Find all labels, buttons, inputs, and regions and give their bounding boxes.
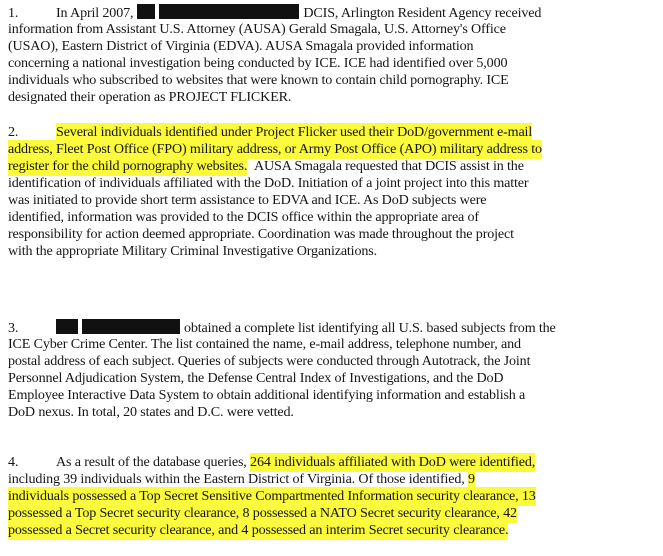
paragraph-2-line-8: with the appropriate Military Criminal Investigative Organizations. bbox=[8, 243, 377, 259]
paragraph-4-line-2-plain: including 39 individuals within the Eastern District of Virginia. Of those identified, bbox=[8, 471, 465, 487]
highlighted-text: Several individuals identified under Project Flicker used their DoD/government e-mail bbox=[56, 124, 533, 140]
paragraph-1-line-4: concerning a national investigation being conducted by ICE. ICE had identified over 5,000 bbox=[8, 55, 508, 71]
highlighted-text: address, Fleet Post Office (FPO) military address, or Army Post Office (APO) military address to bbox=[8, 141, 542, 157]
paragraph-3-line-5: Employee Interactive Data System to obtain additional identifying information and establish a bbox=[8, 387, 526, 403]
highlighted-text: 264 individuals affiliated with DoD were identified, bbox=[250, 454, 536, 470]
paragraph-4-line-5 bbox=[8, 522, 508, 539]
paragraph-2-number: 2. bbox=[8, 124, 19, 140]
paragraph-4-intro: As a result of the database queries, bbox=[56, 454, 247, 470]
highlighted-text: possessed a Secret security clearance, and 4 possessed an interim Secret security clearance. bbox=[8, 522, 509, 538]
paragraph-2-line-5: was initiated to provide short term assistance to EDVA and ICE. As DoD subjects were bbox=[8, 192, 487, 208]
paragraph-2-line-6: identified, information was provided to the DCIS office within the appropriate area of bbox=[8, 209, 479, 225]
paragraph-3-line-2: ICE Cyber Crime Center. The list contained the name, e-mail address, telephone number, and bbox=[8, 336, 521, 352]
paragraph-2-line-1 bbox=[8, 124, 532, 141]
paragraph-4-line-3 bbox=[8, 488, 536, 505]
paragraph-4-number: 4. bbox=[8, 454, 19, 470]
paragraph-1-number: 1. bbox=[8, 5, 19, 21]
redaction-block bbox=[159, 4, 299, 19]
paragraph-2-line-2 bbox=[8, 141, 542, 158]
paragraph-3-line-4: Personnel Adjudication System, the Defense Central Index of Investigations, and the DoD bbox=[8, 370, 504, 386]
highlighted-text: possessed a Top Secret security clearance, 8 possessed a NATO Secret security clearance, 42 bbox=[8, 505, 517, 521]
paragraph-2-line-3 bbox=[8, 158, 524, 175]
paragraph-2-line-7: responsibility for action deemed appropriate. Coordination was made throughout the project bbox=[8, 226, 514, 242]
paragraph-3-line-6: DoD nexus. In total, 20 states and D.C. were vetted. bbox=[8, 404, 294, 420]
paragraph-3-line-3: postal address of each subject. Queries of subjects were conducted through Autotrack, the Joint bbox=[8, 353, 531, 369]
paragraph-4-line-1 bbox=[8, 454, 535, 471]
redaction-block bbox=[82, 319, 180, 334]
redaction-block bbox=[137, 4, 155, 19]
paragraph-1-line-3: (USAO), Eastern District of Virginia (EDVA). AUSA Smagala provided information bbox=[8, 38, 474, 54]
paragraph-4-line-4 bbox=[8, 505, 517, 522]
paragraph-2-line-3-rest: AUSA Smagala requested that DCIS assist in the bbox=[253, 158, 524, 174]
paragraph-1-line-5: individuals who subscribed to websites that were known to contain child pornography. ICE bbox=[8, 72, 509, 88]
paragraph-1-line-1 bbox=[8, 4, 541, 22]
highlighted-text: individuals possessed a Top Secret Sensitive Compartmented Information security clearance, 13 bbox=[8, 488, 536, 504]
paragraph-1-line-6: designated their operation as PROJECT FLICKER. bbox=[8, 89, 292, 105]
highlighted-text: 9 bbox=[468, 471, 475, 487]
paragraph-3-line-1 bbox=[8, 319, 556, 337]
paragraph-4-line-2 bbox=[8, 471, 475, 488]
highlighted-text: register for the child pornography websites. bbox=[8, 158, 248, 174]
paragraph-3-number: 3. bbox=[8, 320, 19, 336]
paragraph-1-line-2: information from Assistant U.S. Attorney (AUSA) Gerald Smagala, U.S. Attorney's Office bbox=[8, 21, 506, 37]
paragraph-3-after-redaction: obtained a complete list identifying all U.S. based subjects from the bbox=[184, 320, 556, 336]
paragraph-1-after-redaction: DCIS, Arlington Resident Agency received bbox=[303, 5, 542, 21]
redaction-block bbox=[56, 319, 78, 334]
paragraph-2-line-4: identification of individuals affiliated with the DoD. Initiation of a joint project into this matter bbox=[8, 175, 529, 191]
paragraph-1-intro: In April 2007, bbox=[56, 5, 134, 21]
